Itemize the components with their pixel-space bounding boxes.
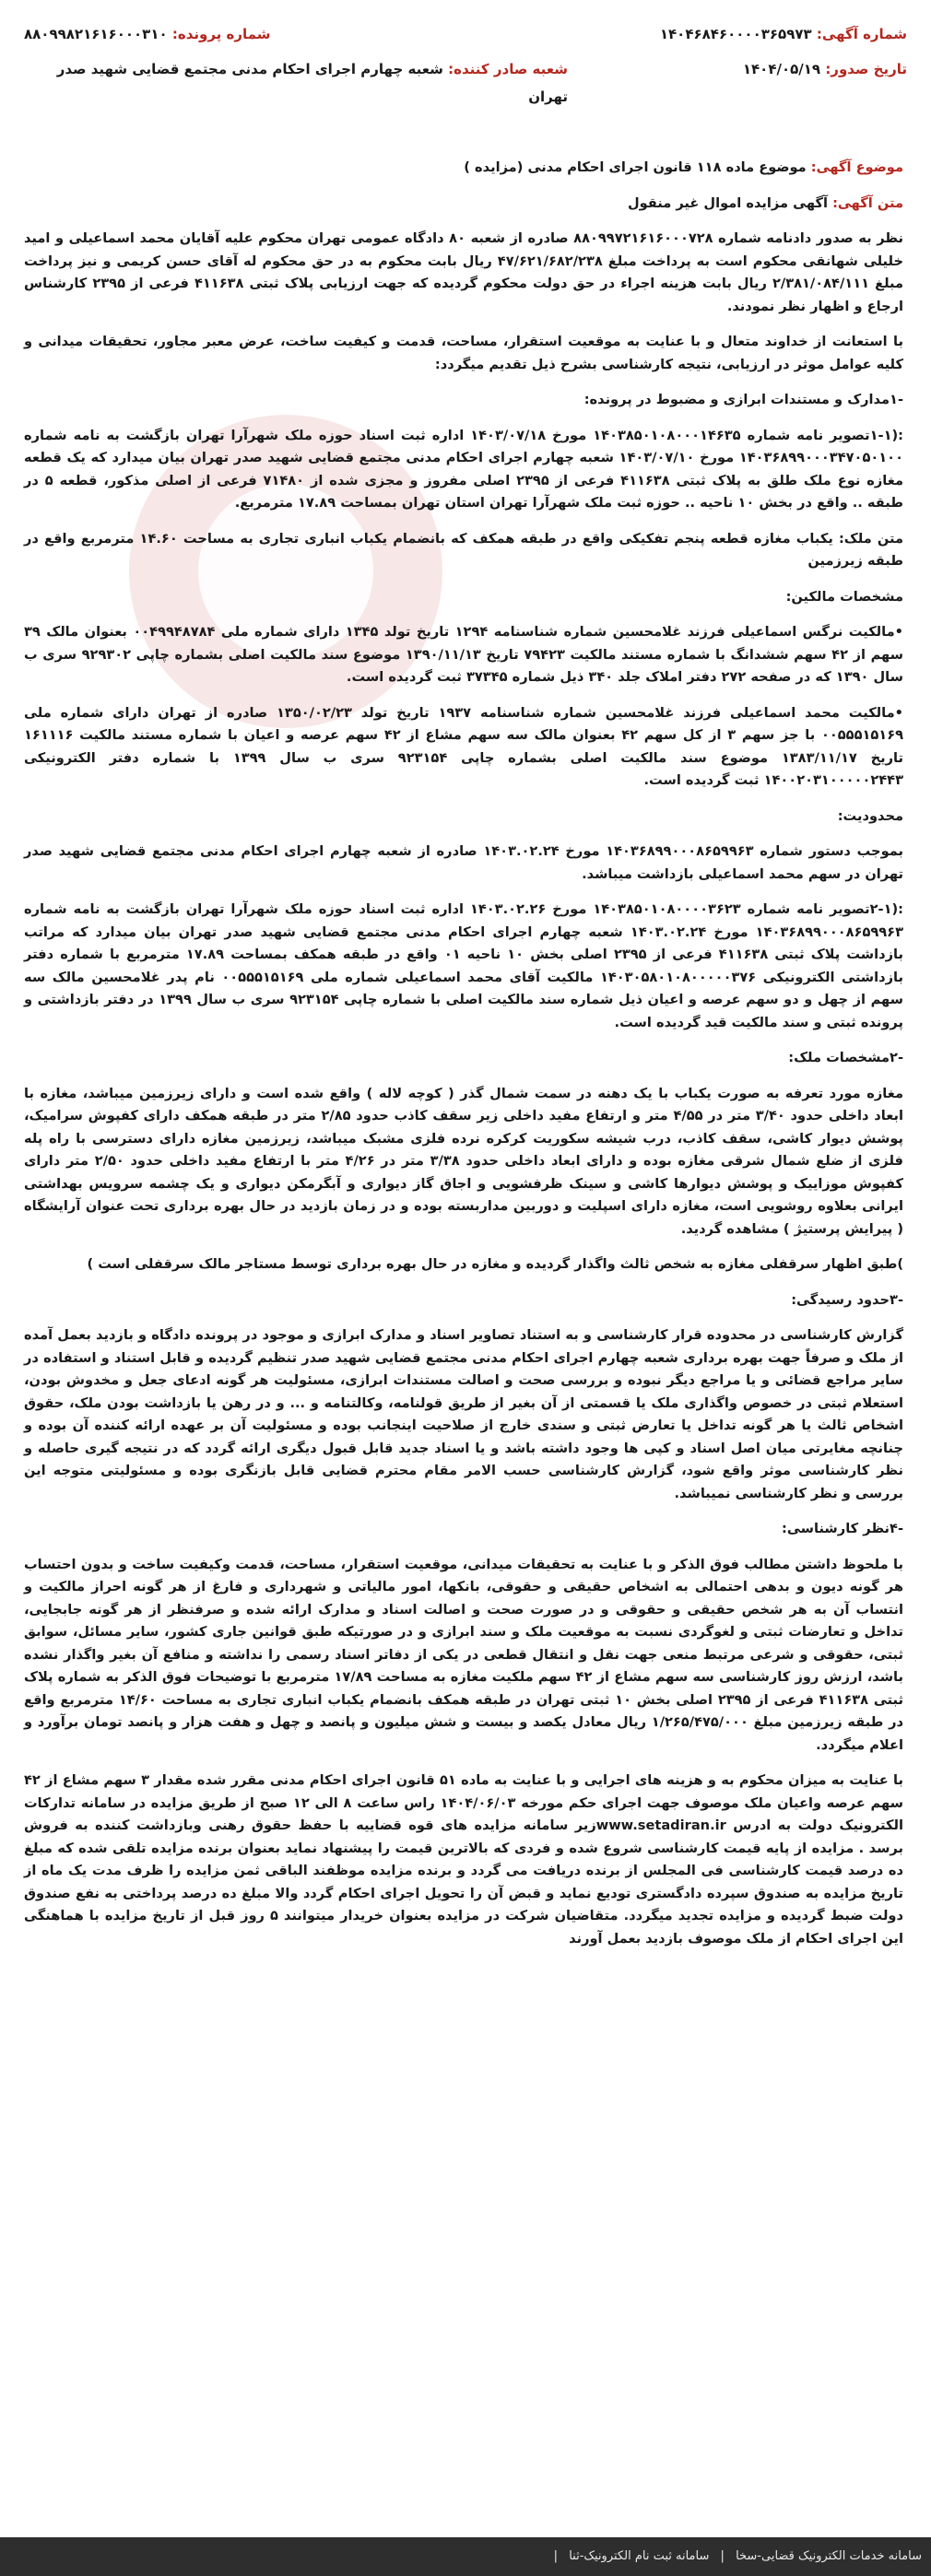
section-2-title: -۲مشخصات ملک:	[788, 1050, 903, 1065]
issuer-label: شعبه صادر کننده:	[448, 61, 568, 77]
issue-date-label: تاریخ صدور:	[825, 61, 907, 77]
section-1-title: -۱مدارک و مستندات ابرازی و مضبوط در پرونده:	[583, 392, 903, 407]
ad-number: ۱۴۰۴۶۸۴۶۰۰۰۰۳۶۵۹۷۳	[659, 26, 812, 42]
notice-header	[15, 20, 916, 140]
owner-2: •مالکیت محمد اسماعیلی فرزند غلامحسین شماره شناسنامه ۱۹۳۷ تاریخ تولد ۱۳۵۰/۰۲/۲۳ صادره از تهران دارای شماره ملی ۰۰۵۵۵۱۵۱۶۹ با جز سهم ۳ از کل سهم ۴۲ بعنوان مالک سه سهم مشاع از ۴۲ سهم عرصه و اعیان با شماره مستند مالکیت ۱۶۱۱۱۶ تاریخ ۱۳۸۳/۱۱/۱۷ موضوع سند مالکیت اصلی بشماره چاپی ۹۲۳۱۵۴ سری ب سال ۱۳۹۹ با شماره دفتر الکترونیکی ۱۴۰۰۲۰۳۱۰۰۰۰۰۲۴۴۳ ثبت گردیده است.	[24, 704, 904, 788]
paragraph-expert-opinion: با ملحوظ داشتن مطالب فوق الذکر و با عنایت به تحقیقات میدانی، موقعیت استقرار، مساحت، قدمت وکیفیت ساخت و بدون احتساب هر گونه دیون و بدهی احتمالی به اشخاص حقیقی و حقوقی، بانکها، امور مالیاتی و شهرداری و فارغ از هر گونه احراز مالکیت و انتساب آن به هر شخص حقیقی و حقوقی و در صورت صحت و اصالت اسناد و مدارک ارائه شده و صرفنظر از هر گونه جابجایی، تداخل و تعارضات ثبتی و لغوگردی نسبت به موقعیت ملک و سند ابرازی و در صورتیکه طبق قوانین جاری کشور، سایر مسائل، سوابق ثبتی، حقوقی و شرعی مرتبط منعی جهت نقل و انتقال قطعی در یکی از دفاتر اسناد رسمی را نداشته و منافع آن بغیر واگذار نشده باشد، ارزش روز کارشناسی سه سهم مشاع از ۴۲ سهم ملکیت مغازه به مساحت ۱۷/۸۹ مترمربع با توضیحات فوق الذکر به شماره پلاک ثبتی ۴۱۱۶۳۸ فرعی از ۲۳۹۵ اصلی بخش ۱۰ ثبتی تهران در طبقه همکف بانضمام یکباب انباری تجاری به مساحت ۱۴/۶۰ مترمربع واقع در طبقه زیرزمین مبلغ ۱/۲۶۵/۴۷۵/۰۰۰ ریال معادل یکصد و بیست و شش میلیون و پانصد و چهل و هفت هزار و پانصد تومان برآورد و اعلام میگردد.	[24, 1556, 904, 1753]
footer-link-sakha[interactable]: سامانه خدمات الکترونیک قضایی-سخا	[736, 2549, 922, 2563]
paragraph-verdict: نظر به صدور دادنامه شماره ۸۸۰۹۹۷۲۱۶۱۶۰۰۰۷۲۸ صادره از شعبه ۸۰ دادگاه عمومی تهران محکوم علیه آقایان محمد اسماعیلی و امید خلیلی شهانقی محکوم است به پرداخت مبلغ ۴۷/۶۲۱/۶۸۲/۲۳۸ ریال بابت محکوم به در حق محکوم له آقای حسن کریمی و نیز پرداخت مبلغ ۲/۳۸۱/۰۸۴/۱۱۱ ریال بابت هزینه اجراء در حق دولت محکوم گردیده که جهت ارزیابی پلاک ثبتی ۴۱۱۶۳۸ فرعی از ۲۳۹۵ کارشناس ارجاع و اظهار نظر نمودند.	[24, 230, 904, 314]
issue-date-row	[667, 55, 907, 83]
footer-link-sana[interactable]: سامانه ثبت نام الکترونیک-ثنا	[569, 2549, 710, 2563]
case-number-label: شماره پرونده:	[171, 26, 271, 42]
paragraph-property-specs: مغازه مورد تعرفه به صورت یکباب با یک دهنه در سمت شمال گذر ( کوچه لاله ) واقع شده است و دارای زیرزمین میباشد، مغازه با ابعاد داخلی حدود ۳/۴۰ متر در ۴/۵۵ متر و ارتفاع مفید داخلی زیر سقف کاذب حدود ۲/۸۵ متر در طبقه همکف دارای کفپوش سرامیک، پوشش دیوار کاشی، سقف کاذب، درب شیشه سکوریت کرکره نرده فلزی مشبک میباشد، زیرزمین مغازه دارای دسترسی با راه پله فلزی از ضلع شمال شرقی مغازه بوده و دارای ابعاد داخلی حدود ۳/۳۸ متر در ۴/۲۶ متر با ارتفاع مفید داخلی حدود ۲/۵۰ متر دارای کفپوش موزاییک و پوشش دیوارها کاشی و سینک ظرفشویی و اجاق گاز دیواری و آبگرمکن دیواری و یک چشمه سرویس بهداشتی ایرانی بعلاوه روشویی است، مغازه دارای اسپلیت و دوربین مداربسته بوده و در زمان بازدید در حال بهره برداری تحت عنوان آرایشگاه ( پیرایش پرستیژ ) مشاهده گردید.	[24, 1085, 903, 1237]
subject-line	[24, 157, 903, 180]
subject-label: موضوع آگهی:	[810, 159, 903, 175]
owners-title: مشخصات مالکین:	[785, 588, 903, 605]
paragraph-scope: گزارش کارشناسی در محدوده قرار کارشناسی و به استناد تصاویر اسناد و مدارک ابرازی و موجود در پرونده دادگاه و بازدید بعمل آمده از ملک و صرفاً جهت بهره برداری شعبه چهارم اجرای احکام مدنی مجتمع قضایی شهید صدر تنظیم گردیده و قابل استناد و استفاده در سایر مراجع قضائی و یا مراجع دیگر نبوده و بررسی صحت و اصالت مستندات ابرازی، مسئولیت هر گونه ادعای جعل و مخدوش بودن، استعلام ثبتی در خصوص واگذاری ملک یا قسمتی از آن بغیر از طریق قولنامه، وکالتنامه و ... و در رهن یا بازداشت بودن ملک، حقوق اشخاص ثالث یا هر گونه تداخل یا تعارض ثبتی و سندی خارج از صلاحیت اینجانب بوده و مسئولیت آن بر عهده ارائه کننده آن بوده و چنانچه مغایرتی میان اصل اسناد و کپی ها وجود داشته باشد و یا اسناد جدید قابل قبول دیگری ارائه گردد که در نتیجه گیری حاصله و نظر کارشناسی موثر واقع شود، گزارش کارشناسی حسب الامر مقام محترم قضایی قابل بازنگری بوده و مسئولیتی متوجه این بررسی و نظر کارشناسی نمیباشد.	[24, 1327, 903, 1501]
ad-number-label: شماره آگهی:	[816, 26, 907, 42]
footer-separator-2: |	[553, 2549, 559, 2563]
paragraph-doc-1-2: :(۲-۱تصویر نامه شماره ۱۴۰۳۸۵۰۱۰۸۰۰۰۰۳۶۲۳ مورخ ۱۴۰۳.۰۲.۲۶ اداره ثبت اسناد حوزه ملک شهرآرا تهران بازگشت به نامه شماره ۱۴۰۳۶۸۹۹۰۰۰۸۶۵۹۹۶۳ مورخ ۱۴۰۳.۰۲.۲۴ شعبه چهارم اجرای احکام مدنی مجتمع قضایی شهید صدر تهران بیان میدارد که مراتب بازداشت پلاک ثبتی ۴۱۱۶۳۸ فرعی از ۲۳۹۵ اصلی بخش ۱۰ ناحیه ۰۱ واقع در طبقه همکف بمساحت ۱۷.۸۹ مترمربع با شماره دفتر بازداشتی الکترونیکی ۱۴۰۳۰۵۸۰۱۰۸۰۰۰۰۰۳۷۶ مالکیت آقای محمد اسماعیلی شماره ملی ۰۰۵۵۵۱۵۱۶۹ نام پدر غلامحسین مالک سه سهم از چهل و دو سهم عرصه و اعیان ذیل شماره سند مالکیت اصلی با شماره چاپی ۹۲۳۱۵۴ سری ب سال ۱۳۹۹ در دفتر بازداشتی و پرونده ثبتی و سند مالکیت قید گردیده است.	[24, 901, 903, 1030]
site-footer	[0, 2537, 931, 2576]
issue-date: ۱۴۰۴/۰۵/۱۹	[742, 61, 821, 77]
paragraph-intro: با استعانت از خداوند متعال و با عنایت به موقعیت استقرار، مساحت، قدمت و کیفیت ساخت، عرض معبر مجاور، تحقیقات میدانی و کلیه عوامل موثر در ارزیابی، نتیجه کارشناسی بشرح ذیل تقدیم میگردد:	[24, 334, 903, 372]
case-number: ۸۸۰۹۹۸۲۱۶۱۶۰۰۰۳۱۰	[24, 26, 168, 42]
restriction-1: بموجب دستور شماره ۱۴۰۳۶۸۹۹۰۰۰۸۶۵۹۹۶۳ مورخ ۱۴۰۳.۰۲.۲۴ صادره از شعبه چهارم اجرای احکام مدنی مجتمع قضایی شهید صدر تهران در سهم محمد اسماعیلی بازداشت میباشد.	[24, 843, 903, 882]
text-title-line	[24, 193, 903, 216]
section-4-title: -۴نظر کارشناسی:	[782, 1521, 903, 1536]
section-3-title: -۳حدود رسیدگی:	[791, 1291, 903, 1308]
paragraph-property-text: متن ملک: یکباب مغازه قطعه پنجم تفکیکی واقع در طبقه همکف که بانضمام یکباب انباری تجاری به مساحت ۱۴.۶۰ مترمربع واقع در طبقه زیرزمین	[24, 530, 903, 569]
paragraph-auction-terms: با عنایت به میزان محکوم به و هزینه های اجرایی و با عنایت به ماده ۵۱ قانون اجرای احکام مدنی مقرر شده مقدار ۳ سهم مشاع از ۴۲ سهم عرصه واعیان ملک موصوف جهت اجرای حکم مورخه ۱۴۰۴/۰۶/۰۳ راس ساعت ۸ الی ۱۲ صبح از طریق مزایده در سامانه تدارکات الکترونیک دولت به ادرس www.setadiran.irزیر سامانه مزایده های قوه قضاییه با حفظ حقوق رهنی وبازداشت کننده به فروش برسد . مزایده از پایه قیمت کارشناسی شروع شده و فردی که بالاترین قیمت را پیشنهاد نماید بعنوان برنده مزایده تلقی شده که مبلغ ده درصد قیمت کارشناسی فی المجلس از برنده دریافت می گردد و برنده مزایده موظفند الباقی ثمن مزایده را ظرف مدت یک ماه از تاریخ مزایده به صندوق سپرده دادگستری تودیع نماید و قبض آن را تحویل اجرای احکام گردد والا مبلغ ده درصد پرداختی به نفع صندوق دولت ضبط گردیده و مزایده تجدید میگردد. متقاضیان شرکت در مزایده بعنوان خریدار میتوانند ۵ روز قبل از تاریخ مزایده با هماهنگی این اجرای احکام از ملک موصوف بازدید بعمل آورند	[24, 1772, 903, 1947]
text-label: متن آگهی:	[832, 194, 903, 211]
paragraph-goodwill-note: )طبق اظهار سرقفلی مغازه به شخص ثالث واگذار گردیده و مغازه در حال بهره برداری توسط مستاجر مالک سرقفلی است )	[87, 1256, 903, 1272]
issuer: شعبه چهارم اجرای احکام مدنی مجتمع قضایی شهید صدر تهران	[56, 61, 568, 105]
owner-1: •مالکیت نرگس اسماعیلی فرزند غلامحسین شماره شناسنامه ۱۲۹۴ تاریخ تولد ۱۳۴۵ دارای شماره ملی ۰۰۴۹۹۴۸۷۸۴ بعنوان مالک ۳۹ سهم از ۴۲ سهم ششدانگ با شماره مستند مالکیت ۷۹۴۲۳ تاریخ ۱۳۹۰/۱۱/۱۳ موضوع سند مالکیت اصلی بشماره چاپی ۹۲۹۳۰۲ سری ب سال ۱۳۹۰ که در صفحه ۲۷۲ دفتر املاک جلد ۳۴۰ ذیل شماره ۳۷۳۴۵ ثبت گردیده است.	[24, 624, 904, 685]
restrictions-title: محدودیت:	[837, 807, 903, 824]
subject: موضوع ماده ۱۱۸ قانون اجرای احکام مدنی (مزایده )	[464, 159, 807, 175]
footer-separator: |	[720, 2549, 725, 2563]
issuer-row	[24, 55, 568, 111]
paragraph-doc-1-1: :(۱-۱تصویر نامه شماره ۱۴۰۳۸۵۰۱۰۸۰۰۰۱۴۶۳۵ مورخ ۱۴۰۳/۰۷/۱۸ اداره ثبت اسناد حوزه ملک شهرآرا تهران بازگشت به نامه شماره ۱۴۰۳۶۸۹۹۰۰۰۳۴۷۰۵۰۱۰۰ مورخ ۱۴۰۳/۰۷/۱۰ شعبه چهارم اجرای احکام مدنی مجتمع قضایی شهید صدر تهران بیان میدارد که یک قطعه مغازه نوع ملک طلق به پلاک ثبتی ۴۱۱۶۳۸ فرعی از ۲۳۹۵ اصلی مفروز و مجزی شده از ۷۱۴۸۰ فرعی از اصلی مذکور، قطعه ۵ در طبقه .. واقع در بخش ۱۰ ناحیه .. حوزه ثبت ملک شهرآرا تهران استان تهران بمساحت ۱۷.۸۹ مترمربع.	[24, 427, 903, 511]
notice-content	[24, 157, 903, 1963]
text-title: آگهی مزایده اموال غیر منقول	[627, 194, 828, 211]
case-number-row	[24, 20, 270, 48]
